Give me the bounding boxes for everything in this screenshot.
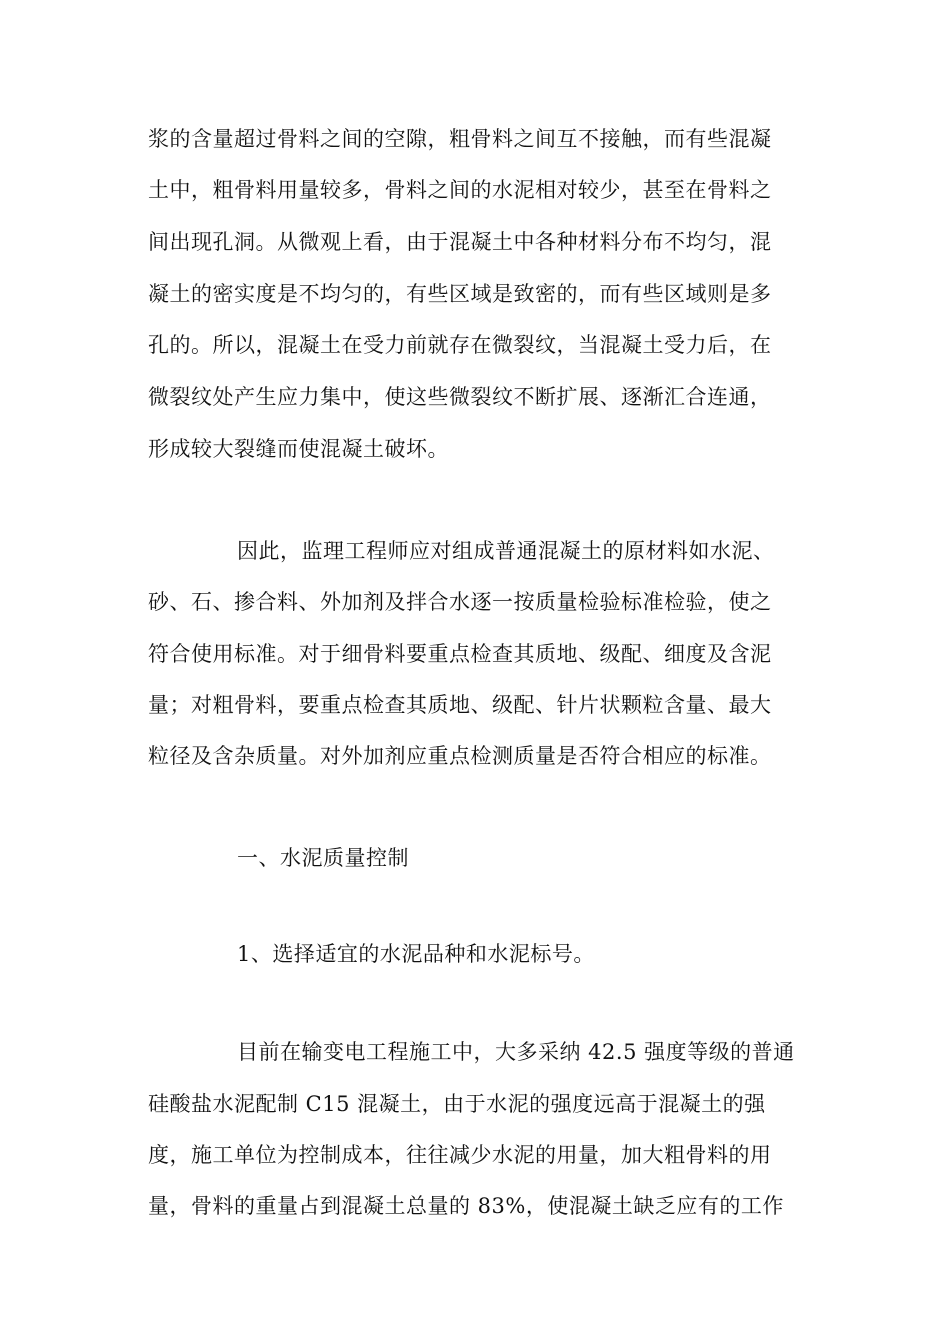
paragraph-2-line-5: 粒径及含杂质量。对外加剂应重点检测质量是否符合相应的标准。 [148, 744, 772, 768]
section-heading: 一、水泥质量控制 [237, 846, 409, 870]
paragraph-3-line-1: 目前在输变电工程施工中，大多采纳 42.5 强度等级的普通 [237, 1040, 795, 1064]
paragraph-1-line-5: 孔的。所以，混凝土在受力前就存在微裂纹，当混凝土受力后，在 [148, 333, 772, 357]
paragraph-1-line-3: 间出现孔洞。从微观上看，由于混凝土中各种材料分布不均匀，混 [148, 230, 772, 254]
paragraph-2-line-1: 因此，监理工程师应对组成普通混凝土的原材料如水泥、 [237, 539, 775, 563]
paragraph-1-line-1: 浆的含量超过骨料之间的空隙，粗骨料之间互不接触，而有些混凝 [148, 127, 772, 151]
paragraph-3-line-3: 度，施工单位为控制成本，往往减少水泥的用量，加大粗骨料的用 [148, 1143, 772, 1167]
paragraph-1-line-6: 微裂纹处产生应力集中，使这些微裂纹不断扩展、逐渐汇合连通， [148, 385, 772, 409]
paragraph-3-line-4: 量，骨料的重量占到混凝土总量的 83%，使混凝土缺乏应有的工作 [148, 1194, 784, 1218]
paragraph-2-line-4: 量；对粗骨料，要重点检查其质地、级配、针片状颗粒含量、最大 [148, 693, 772, 717]
paragraph-2-line-3: 符合使用标准。对于细骨料要重点检查其质地、级配、细度及含泥 [148, 642, 772, 666]
paragraph-2-line-2: 砂、石、掺合料、外加剂及拌合水逐一按质量检验标准检验，使之 [148, 590, 772, 614]
paragraph-3-line-2: 硅酸盐水泥配制 C15 混凝土，由于水泥的强度远高于混凝土的强 [148, 1092, 766, 1116]
paragraph-1-line-2: 土中，粗骨料用量较多，骨料之间的水泥相对较少，甚至在骨料之 [148, 178, 772, 202]
paragraph-1-line-7: 形成较大裂缝而使混凝土破坏。 [148, 437, 449, 461]
subsection-heading: 1、选择适宜的水泥品种和水泥标号。 [237, 942, 595, 966]
paragraph-1-line-4: 凝土的密实度是不均匀的，有些区域是致密的，而有些区域则是多 [148, 282, 772, 306]
